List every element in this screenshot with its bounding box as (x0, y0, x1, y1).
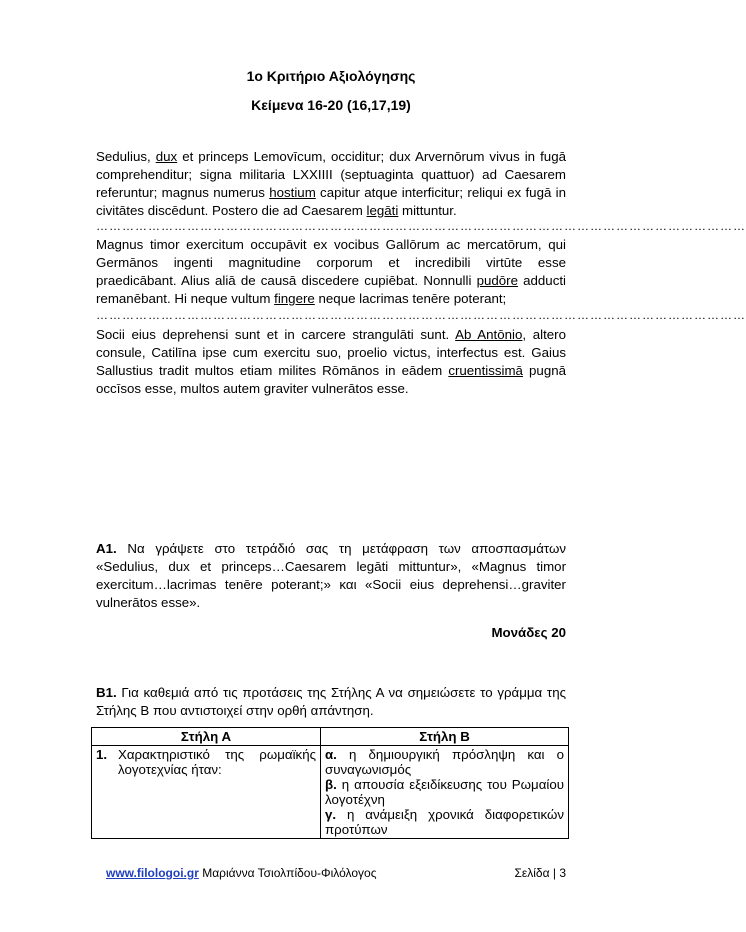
site-link[interactable]: www.filologoi.gr (106, 866, 199, 880)
option-text: η απουσία εξειδίκευσης του Ρωμαίου λογοτέχνη (325, 777, 564, 807)
column-b-header: Στήλη Β (321, 728, 569, 746)
question-b1 (96, 684, 566, 720)
page-footer (106, 866, 566, 880)
passage-text: Magnus timor exercitum occupāvit ex vocibus Gallōrum ac mercatōrum, qui Germānos ingenti magnitudine corporum et incredibili virtūte esse praedicābant. Alius aliā de causā discedere cupiēbat. Nonnulli (96, 237, 566, 288)
option-text: η δημιουργική πρόσληψη και ο συναγωνισμός (325, 747, 564, 777)
passage-text: adducti remanēbant. Hi neque vultum (96, 273, 567, 306)
numbered-item (96, 747, 316, 777)
column-a-cell (92, 746, 321, 839)
page-subtitle: Κείμενα 16-20 (16,17,19) (251, 97, 411, 113)
underlined-word: pudōre (476, 273, 518, 288)
column-b-cell (321, 746, 569, 839)
table-row (92, 746, 569, 839)
passage-text: Sedulius, (96, 149, 156, 164)
option-item (325, 777, 564, 807)
option-letter: α. (325, 747, 337, 762)
column-a-header: Στήλη Α (92, 728, 321, 746)
underlined-word: legāti (366, 203, 399, 218)
underlined-word: dux (155, 149, 178, 164)
question-label: Β1. (96, 685, 117, 700)
underlined-word: hostium (269, 185, 316, 200)
underlined-word: Ab Antōnio (455, 327, 523, 342)
latin-passage-1 (96, 148, 566, 220)
latin-passage-3 (96, 326, 566, 398)
marks-label: Μονάδες 20 (491, 625, 566, 640)
item-number: 1. (96, 747, 108, 762)
question-a1 (96, 540, 566, 612)
dotted-separator: …………………………………………………………………………………………………………………………………… (96, 219, 746, 233)
question-text: Για καθεμιά από τις προτάσεις της Στήλης Α να σημειώσετε το γράμμα της Στήλης Β που αντιστοιχεί στην ορθή απάντηση. (96, 685, 566, 718)
matching-table (91, 727, 569, 839)
passage-text: pugnā occīsos esse, multos autem graviter vulnerātos esse. (96, 363, 566, 396)
latin-passage-2 (96, 236, 566, 308)
passage-text: neque lacrimas tenēre poterant; (314, 291, 507, 306)
option-letter: γ. (325, 807, 337, 822)
passage-text: Socii eius deprehensi sunt et in carcere strangulāti sunt. (96, 327, 456, 342)
dotted-separator: …………………………………………………………………………………………………………………………………… (96, 308, 746, 322)
question-label: Α1. (96, 541, 117, 556)
page-title: 1ο Κριτήριο Αξιολόγησης (246, 68, 416, 84)
passage-text: , altero consule, Catilīna ipse cum exercitu suo, proelio victus, interfectus est. Gaius Sallustius tradit multos etiam milites Rōmānos in eādem (96, 327, 567, 378)
option-item (325, 747, 564, 777)
passage-text: mittuntur. (398, 203, 457, 218)
passage-text: et princeps Lemovīcum, occiditur; dux Arvernōrum vivus in fugā comprehenditur; signa militaria LXXIIII (septuaginta quattuor) ad Caesarem referuntur; magnus numerus (96, 149, 566, 200)
item-text: Χαρακτηριστικό της ρωμαϊκής λογοτεχνίας ήταν: (118, 747, 316, 777)
option-text: η ανάμειξη χρονικά διαφορετικών προτύπων (325, 807, 564, 837)
author-name: Μαριάννα Τσιολπίδου-Φιλόλογος (198, 866, 377, 880)
option-item (325, 807, 564, 837)
underlined-word: cruentissimā (448, 363, 523, 378)
table-header-row (92, 728, 569, 746)
underlined-word: fingere (274, 291, 315, 306)
option-letter: β. (325, 777, 337, 792)
question-text: Να γράψετε στο τετράδιό σας τη μετάφραση των αποσπασμάτων «Sedulius, dux et princeps…Caesarem legāti mittuntur», «Magnus timor exercitum…lacrimas tenēre poterant;» και «Socii eius deprehensi…graviter vulnerātos esse». (96, 541, 566, 610)
page-number: Σελίδα | 3 (514, 866, 566, 880)
passage-text: capitur atque interficitur; reliqui ex fugā in civitātes discēdunt. Postero die ad Caesarem (96, 185, 566, 218)
